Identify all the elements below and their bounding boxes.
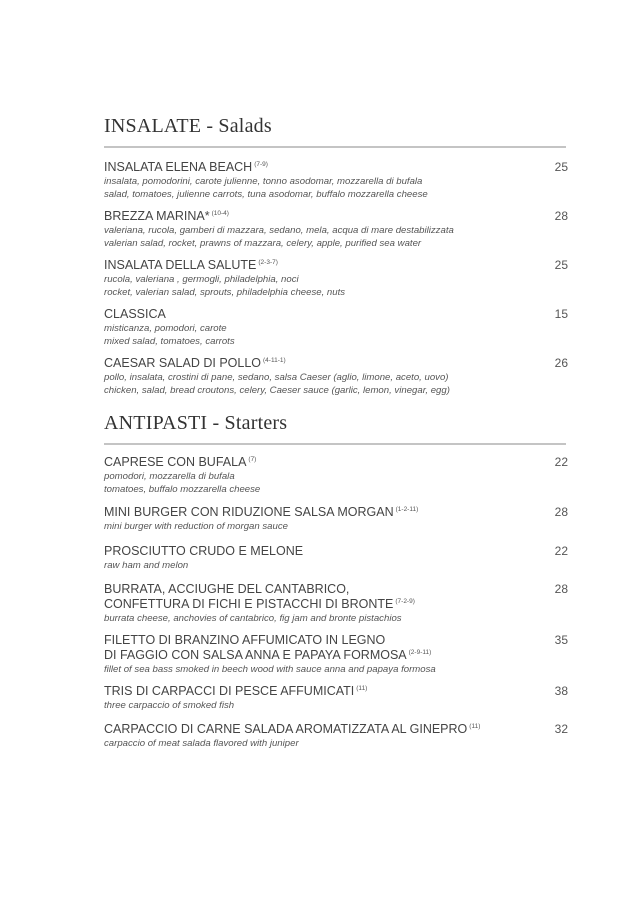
item-price: 35 bbox=[554, 633, 568, 647]
item-desc-en: rocket, valerian salad, sprouts, philadelphia cheese, nuts bbox=[104, 287, 346, 298]
item-price: 28 bbox=[554, 209, 568, 223]
item-name: CLASSICA bbox=[104, 307, 166, 321]
item-desc-it: insalata, pomodorini, carote julienne, tonno asodomar, mozzarella di bufala bbox=[104, 176, 423, 187]
item-name: INSALATA ELENA BEACH bbox=[104, 160, 253, 174]
item-name: BREZZA MARINA* bbox=[104, 209, 210, 223]
menu-item bbox=[104, 209, 566, 250]
section-divider bbox=[104, 146, 566, 148]
item-name: DI FAGGIO CON SALSA ANNA E PAPAYA FORMOSA bbox=[104, 648, 407, 662]
item-name: PROSCIUTTO CRUDO E MELONE bbox=[104, 544, 304, 558]
item-desc-en: valerian salad, rocket, prawns of mazzara, celery, apple, purified sea water bbox=[104, 238, 422, 249]
menu-item bbox=[104, 307, 566, 348]
item-desc-it: carpaccio of meat salada flavored with juniper bbox=[104, 738, 299, 749]
item-price: 32 bbox=[554, 722, 568, 736]
allergens: (7-2-9) bbox=[395, 597, 415, 605]
section-starters bbox=[104, 411, 287, 435]
menu-item bbox=[104, 633, 566, 676]
item-price: 25 bbox=[554, 258, 568, 272]
item-desc-it: valeriana, rucola, gamberi di mazzara, sedano, mela, acqua di mare destabilizzata bbox=[104, 225, 454, 236]
item-price: 25 bbox=[554, 160, 568, 174]
allergens: (2-9-11) bbox=[408, 648, 432, 656]
item-name-line1: FILETTO DI BRANZINO AFFUMICATO IN LEGNO bbox=[104, 633, 386, 647]
item-desc-en: salad, tomatoes, julienne carrots, tuna asodomar, buffalo mozzarella cheese bbox=[104, 189, 428, 200]
item-name: CAPRESE CON BUFALA bbox=[104, 455, 247, 469]
section-title-starters: ANTIPASTI - Starters bbox=[104, 412, 288, 434]
item-name-line1: BURRATA, ACCIUGHE DEL CANTABRICO, bbox=[104, 582, 350, 596]
item-name: INSALATA DELLA SALUTE bbox=[104, 258, 257, 272]
item-name: CAESAR SALAD DI POLLO bbox=[104, 356, 262, 370]
allergens: (1-2-11) bbox=[395, 505, 419, 513]
item-desc-it: pomodori, mozzarella di bufala bbox=[104, 471, 235, 482]
item-name: TRIS DI CARPACCI DI PESCE AFFUMICATI bbox=[104, 684, 355, 698]
item-name: CARPACCIO DI CARNE SALADA AROMATIZZATA AL GINEPRO bbox=[104, 722, 468, 736]
allergens: (2-3-7) bbox=[258, 258, 278, 266]
section-divider bbox=[104, 443, 566, 445]
item-desc-it: rucola, valeriana , germogli, philadelphia, noci bbox=[104, 274, 299, 285]
section-salads bbox=[104, 114, 272, 138]
allergens: (4-11-1) bbox=[263, 356, 286, 364]
menu-item bbox=[104, 582, 566, 625]
item-desc-it: burrata cheese, anchovies of cantabrico, fig jam and bronte pistachios bbox=[104, 613, 402, 624]
item-price: 28 bbox=[554, 505, 568, 519]
item-name: CONFETTURA DI FICHI E PISTACCHI DI BRONTE bbox=[104, 597, 394, 611]
item-desc-it: pollo, insalata, crostini di pane, sedano, salsa Caeser (aglio, limone, aceto, uovo) bbox=[104, 372, 449, 383]
section-title-salads: INSALATE - Salads bbox=[104, 115, 272, 137]
item-price: 22 bbox=[554, 455, 568, 469]
menu-item bbox=[104, 684, 566, 712]
allergens: (7) bbox=[248, 455, 257, 463]
menu-item bbox=[104, 160, 566, 201]
menu-item bbox=[104, 722, 566, 750]
item-desc-it: mini burger with reduction of morgan sauce bbox=[104, 521, 288, 532]
item-price: 22 bbox=[554, 544, 568, 558]
item-price: 15 bbox=[554, 307, 568, 321]
item-desc-it: fillet of sea bass smoked in beech wood with sauce anna and papaya formosa bbox=[104, 664, 436, 675]
allergens: (11) bbox=[469, 722, 481, 730]
item-price: 28 bbox=[554, 582, 568, 596]
menu-item bbox=[104, 356, 566, 397]
menu-item bbox=[104, 455, 566, 496]
menu-item bbox=[104, 544, 566, 572]
item-desc-en: mixed salad, tomatoes, carrots bbox=[104, 336, 235, 347]
item-name: MINI BURGER CON RIDUZIONE SALSA MORGAN bbox=[104, 505, 394, 519]
item-desc-it: raw ham and melon bbox=[104, 560, 189, 571]
menu-item bbox=[104, 505, 566, 533]
item-desc-en: chicken, salad, bread croutons, celery, Caeser sauce (garlic, lemon, vinegar, egg) bbox=[104, 385, 450, 396]
item-price: 26 bbox=[554, 356, 568, 370]
item-desc-en: tomatoes, buffalo mozzarella cheese bbox=[104, 484, 261, 495]
item-desc-it: misticanza, pomodori, carote bbox=[104, 323, 227, 334]
allergens: (7-9) bbox=[254, 160, 268, 168]
item-desc-it: three carpaccio of smoked fish bbox=[104, 700, 235, 711]
allergens: (11) bbox=[356, 684, 368, 692]
allergens: (10-4) bbox=[211, 209, 229, 217]
menu-item bbox=[104, 258, 566, 299]
item-price: 38 bbox=[554, 684, 568, 698]
